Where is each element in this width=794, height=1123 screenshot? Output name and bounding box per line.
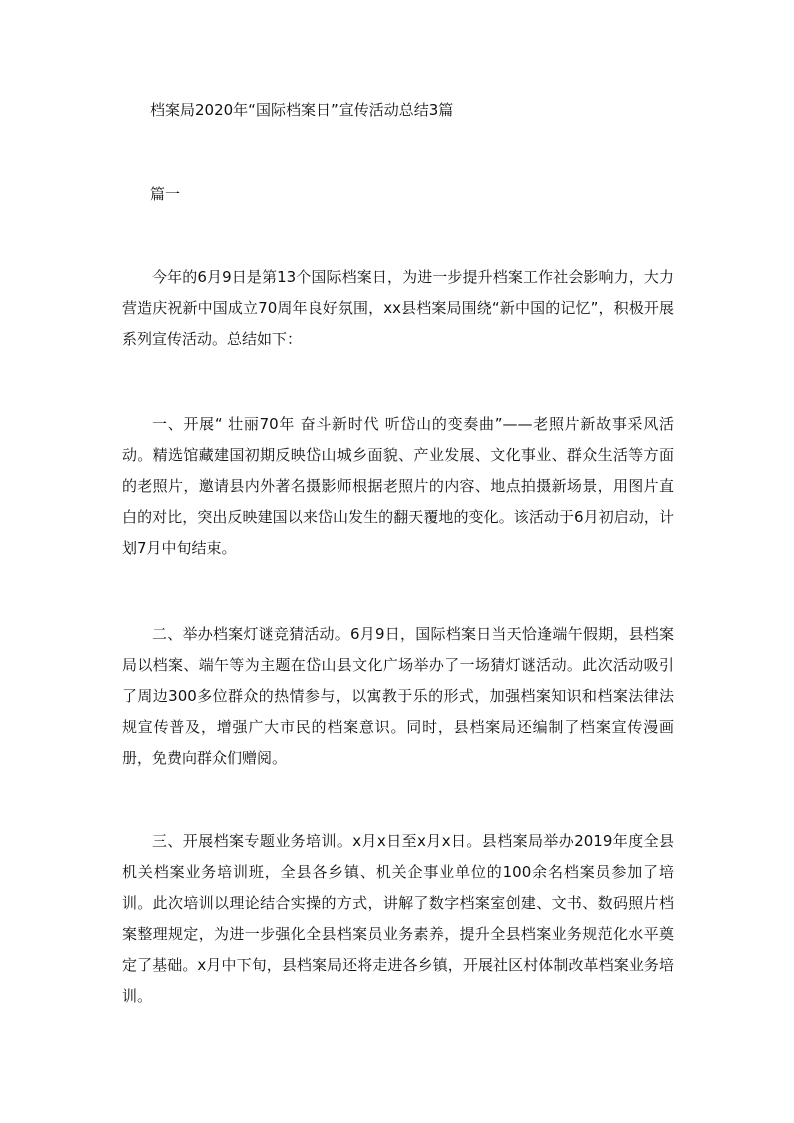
document-title: 档案局2020年“国际档案日”宣传活动总结3篇 — [150, 101, 454, 119]
paragraph-training: 三、开展档案专题业务培训。x月x日至x月x日。县档案局举办2019年度全县机关档案业务培训班，全县各乡镇、机关企事业单位的100余名档案员参加了培训。此次培训以理论结合实操的方式，讲解了数字档案室创建、文书、数码照片档案整理规定，为进一步强化全县档案员业务素养，提升全县档案业务规范化水平奠定了基础。x月中下旬，县档案局还将走进各乡镇，开展社区村体制改革档案业务培训。 — [122, 832, 674, 1005]
paragraph-riddle-activity: 二、举办档案灯谜竞猜活动。6月9日，国际档案日当天恰逢端午假期，县档案局以档案、端午等为主题在岱山县文化广场举办了一场猜灯谜活动。此次活动吸引了周边300多位群众的热情参与，以寓教于乐的形式，加强档案知识和档案法律法规宣传普及，增强广大市民的档案意识。同时，县档案局还编制了档案宣传漫画册，免费向群众们赠阅。 — [122, 625, 674, 767]
section-heading: 篇一 — [150, 185, 181, 203]
paragraph-intro: 今年的6月9日是第13个国际档案日，为进一步提升档案工作社会影响力，大力营造庆祝新中国成立70周年良好氛围，xx县档案局围绕“新中国的记忆”，积极开展系列宣传活动。总结如下： — [122, 268, 674, 348]
paragraph-photo-activity: 一、开展“ 壮丽70年 奋斗新时代 听岱山的变奏曲”——老照片新故事采风活动。精选馆藏建国初期反映岱山城乡面貌、产业发展、文化事业、群众生活等方面的老照片，邀请县内外著名摄影师根据老照片的内容、地点拍摄新场景，用图片直白的对比，突出反映建国以来岱山发生的翻天覆地的变化。该活动于6月初启动，计划7月中旬结束。 — [122, 415, 674, 557]
